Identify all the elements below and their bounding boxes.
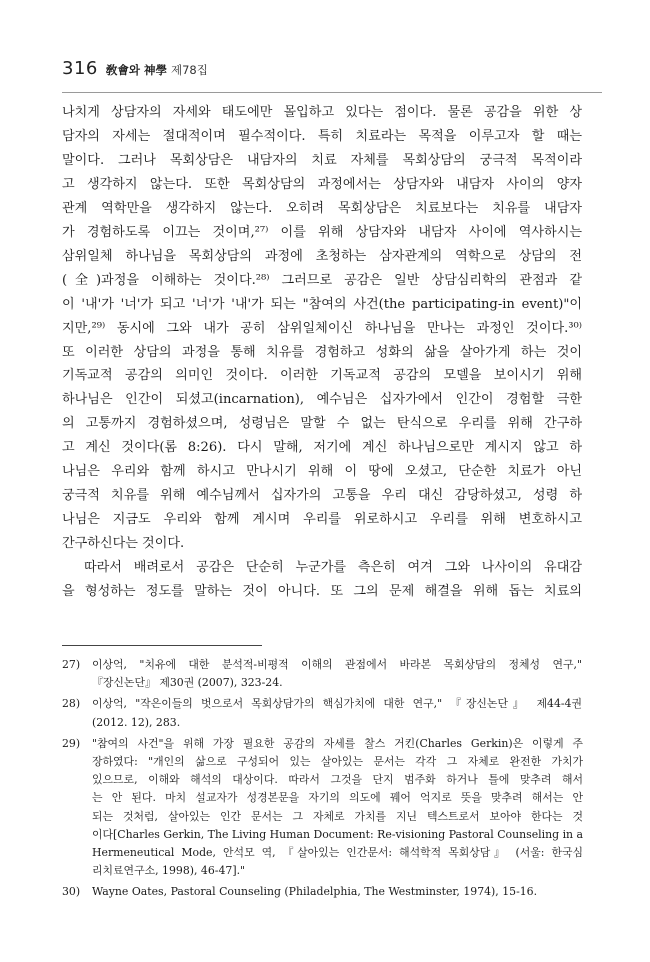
body-line: 담자의 자세는 절대적이며 필수적이다. 특히 치료라는 목적을 이루고자 할 때는 [62,128,582,144]
footnote-line: Wayne Oates, Pastoral Counseling (Philadelphia, The Westminster, 1974), 15-16. [92,885,538,899]
body-line: 간구하신다는 것이다. [62,536,185,552]
footnote-29 [62,735,582,881]
footnote-28 [62,695,582,731]
footnote-line: 리치료연구소, 1998), 46-47]." [92,864,246,878]
body-line: 또 이러한 상담의 과정을 통해 치유를 경험하고 성화의 삶을 살아가게 하는 것이 [62,344,582,360]
body-line: 관계 역학만을 생각하지 않는다. 오히려 목회상담은 치료보다는 치유를 내담자 [62,200,582,216]
footnote-line: 이다[Charles Gerkin, The Living Human Document: Re-visioning Pastoral Counseling in a [92,827,584,841]
footnote-line: 이상억, "작은이들의 벗으로서 목회상담가의 핵심가치에 대한 연구," 『장신논단』 제44-4권 [92,697,582,711]
body-line: 나님은 우리와 함께 하시고 만나시기 위해 이 땅에 오셨고, 단순한 치료가 아닌 [62,464,582,480]
page-number: 316 [62,58,98,79]
body-line: 나치게 상담자의 자세와 태도에만 몰입하고 있다는 점이다. 물론 공감을 위한 상 [62,105,582,120]
body-line: 따라서 배려로서 공감은 단순히 누군가를 측은히 여겨 그와 나사이의 유대감 [84,560,582,576]
body-line: 가 경험하도록 이끄는 것이며,²⁷⁾ 이를 위해 상담자와 내담자 사이에 역사하시는 [62,224,582,240]
main-text [62,101,582,604]
footnote-line: 되는 것처럼, 살아있는 인간 문서는 그 자체로 가치를 지닌 텍스트로서 보아야 한다는 것 [92,809,584,823]
footnote-line: Hermeneutical Mode, 안석모 역, 『살아있는 인간문서: 해석학적 목회상담』 (서울: 한국심 [92,846,584,860]
footnote-line: "참여의 사건"을 위해 가장 필요한 공감의 자세를 찰스 거킨(Charles Gerkin)은 이렇게 주 [92,736,584,750]
footnote-separator [62,645,262,646]
body-line: 궁극적 치유를 위해 예수님께서 십자가의 고통을 우리 대신 감당하셨고, 성령 하 [62,488,582,504]
body-line: 삼위일체 하나님을 목회상담의 과정에 초청하는 삼자관계의 역학으로 상담의 전 [62,248,582,264]
body-line: 지만,²⁹⁾ 동시에 그와 내가 공히 삼위일체이신 하나님을 만나는 과정인 것이다.³⁰⁾ [62,320,582,336]
footnote-27 [62,656,582,692]
footnote-number: 28) [62,697,81,711]
body-line: 나님은 지금도 우리와 함께 계시며 우리를 위로하시고 우리를 위해 변호하시고 [62,512,582,528]
footnote-number: 29) [62,736,81,750]
journal-title: 敎會와 神學 [105,63,167,77]
footnote-line: (2012. 12), 283. [92,715,181,729]
footnotes [62,656,582,905]
footnote-line: 이상억, "치유에 대한 분석적-비평적 이해의 관점에서 바라본 목회상담의 정체성 연구," [92,658,582,671]
body-line: 고 생각하지 않는다. 또한 목회상담의 과정에서는 상담자와 내담자 사이의 양자 [62,176,582,192]
footnote-line: 있으므로, 이해와 해석의 대상이다. 따라서 그것을 단지 범주화 하거나 틀에 맞추려 해서 [92,773,584,787]
body-line: (全)과정을 이해하는 것이다.²⁸⁾ 그러므로 공감은 일반 상담심리학의 관점과 같 [62,272,582,288]
footnote-number: 27) [62,658,81,671]
footnote-line: 『장신논단』 제30권 (2007), 323-24. [92,676,283,690]
footnote-number: 30) [62,885,81,899]
running-header [62,58,602,93]
body-line: 의 고통까지 경험하셨으며, 성령님은 말할 수 없는 탄식으로 우리를 위해 간구하 [62,416,582,432]
body-line: 말이다. 그러나 목회상담은 내담자의 치료 자체를 목회상담의 궁극적 목적이라 [62,152,582,168]
volume-number: 제78집 [170,63,208,77]
body-line: 을 형성하는 정도를 말하는 것이 아니다. 또 그의 문제 해결을 위해 돕는 치료의 [62,584,582,600]
body-line: 기독교적 공감의 의미인 것이다. 이러한 기독교적 공감의 모델을 보이시기 위해 [62,368,582,384]
body-line: 하나님은 인간이 되셨고(incarnation), 예수님은 십자가에서 인간이 경험할 극한 [62,392,582,408]
footnote-30 [62,883,582,901]
footnote-line: 는 안 된다. 마치 설교자가 성경본문을 자기의 의도에 꿰어 억지로 뜻을 맞추려 해서는 안 [92,791,584,805]
body-line: 이 '내'가 '너'가 되고 '너'가 '내'가 되는 "참여의 사건(the participating-in event)"이 [62,296,582,312]
body-line: 고 계신 것이다(롬 8:26). 다시 말해, 저기에 계신 하나님으로만 계시지 않고 하 [62,440,582,456]
footnote-line: 장하였다: "개인의 삶으로 구성되어 있는 살아있는 문서는 각각 그 자체로 완전한 가치가 [92,755,584,769]
